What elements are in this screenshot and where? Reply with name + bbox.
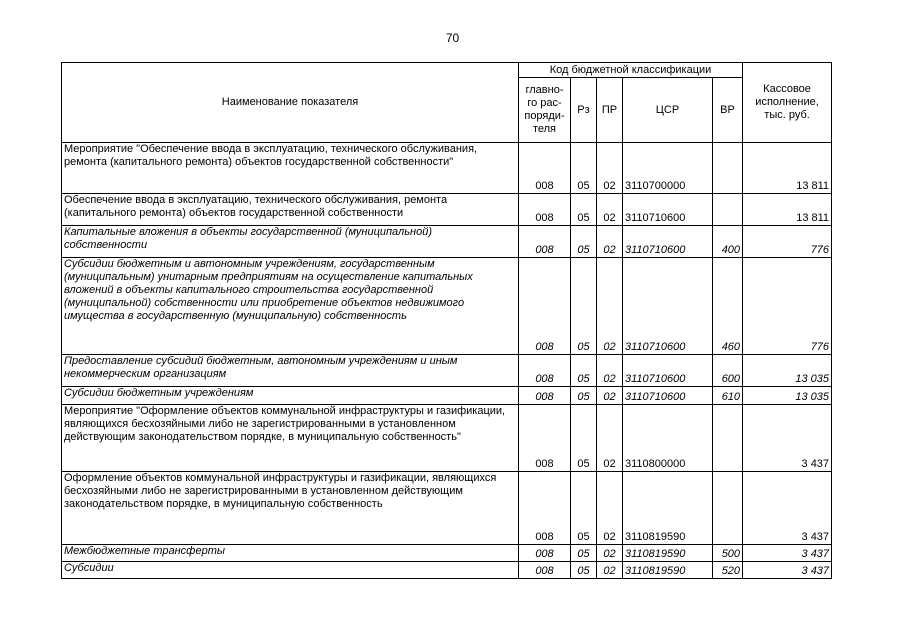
row-grbs: 008 [519,405,571,472]
row-csr: 3110819590 [623,562,713,579]
row-vr: 400 [713,226,743,258]
row-pr: 02 [597,226,623,258]
row-name: Мероприятие "Обеспечение ввода в эксплуатацию, технического обслуживания, ремонта (капитального ремонта) объектов государственной собственности" [62,143,519,194]
row-grbs: 008 [519,562,571,579]
row-name: Субсидии бюджетным и автономным учреждениям, государственным (муниципальным) унитарным предприятиям на осуществление капитальных вложений в объекты капитального строительства государственной (муниципальной) собственности или приобретение объектов недвижимого имущества в государственную (муниципальную) собственность [62,258,519,355]
row-csr: 3110710600 [623,258,713,355]
header-amount: Кассовое исполнение, тыс. руб. [743,63,832,143]
page-number: 70 [445,31,460,45]
row-name: Капитальные вложения в объекты государственной (муниципальной) собственности [62,226,519,258]
table-row [62,355,832,387]
row-rz: 05 [571,143,597,194]
table-row [62,258,832,355]
row-grbs: 008 [519,387,571,405]
row-pr: 02 [597,472,623,545]
row-rz: 05 [571,387,597,405]
header-pr: ПР [597,78,623,143]
row-vr [713,143,743,194]
row-pr: 02 [597,387,623,405]
row-grbs: 008 [519,545,571,562]
row-vr: 460 [713,258,743,355]
row-name: Мероприятие "Оформление объектов коммунальной инфраструктуры и газификации, являющихся бесхозяйными либо не зарегистрированными в установленном действующим законодательством порядке, в муниципальную собственность" [62,405,519,472]
row-pr: 02 [597,258,623,355]
row-pr: 02 [597,355,623,387]
header-csr: ЦСР [623,78,713,143]
table-row [62,226,832,258]
header-vr: ВР [713,78,743,143]
table-row [62,194,832,226]
row-pr: 02 [597,143,623,194]
row-pr: 02 [597,562,623,579]
row-vr [713,405,743,472]
row-csr: 3110710600 [623,226,713,258]
header-code-group: Код бюджетной классификации [519,63,743,78]
row-pr: 02 [597,194,623,226]
row-rz: 05 [571,258,597,355]
row-amount: 3 437 [743,405,832,472]
row-vr: 520 [713,562,743,579]
row-csr: 3110819590 [623,545,713,562]
row-name: Субсидии бюджетным учреждениям [62,387,519,405]
header-rz: Рз [571,78,597,143]
row-amount: 13 811 [743,143,832,194]
row-pr: 02 [597,405,623,472]
row-grbs: 008 [519,355,571,387]
table-body [62,143,832,579]
row-name: Межбюджетные трансферты [62,545,519,562]
row-grbs: 008 [519,258,571,355]
row-amount: 13 035 [743,387,832,405]
row-amount: 3 437 [743,545,832,562]
row-rz: 05 [571,405,597,472]
row-rz: 05 [571,562,597,579]
row-rz: 05 [571,545,597,562]
row-name: Субсидии [62,562,519,579]
row-vr [713,472,743,545]
table-row [62,387,832,405]
row-vr: 600 [713,355,743,387]
row-pr: 02 [597,545,623,562]
table-row [62,545,832,562]
row-name: Предоставление субсидий бюджетным, автономным учреждениям и иным некоммерческим организациям [62,355,519,387]
row-name: Обеспечение ввода в эксплуатацию, технического обслуживания, ремонта (капитального ремонта) объектов государственной собственности [62,194,519,226]
table-row [62,472,832,545]
row-vr: 500 [713,545,743,562]
row-vr [713,194,743,226]
row-vr: 610 [713,387,743,405]
table-row [62,562,832,579]
row-amount: 776 [743,226,832,258]
budget-table [61,62,832,579]
row-rz: 05 [571,355,597,387]
row-amount: 13 035 [743,355,832,387]
row-csr: 3110710600 [623,355,713,387]
row-csr: 3110819590 [623,472,713,545]
table-row [62,405,832,472]
row-csr: 3110800000 [623,405,713,472]
row-rz: 05 [571,472,597,545]
row-grbs: 008 [519,194,571,226]
row-csr: 3110700000 [623,143,713,194]
row-grbs: 008 [519,472,571,545]
row-rz: 05 [571,194,597,226]
row-name: Оформление объектов коммунальной инфраструктуры и газификации, являющихся бесхозяйными либо не зарегистрированными в установленном действующим законодательством порядке, в муниципальную собственность [62,472,519,545]
row-rz: 05 [571,226,597,258]
row-amount: 3 437 [743,472,832,545]
header-grbs: главно-го рас-поряди-теля [519,78,571,143]
row-grbs: 008 [519,226,571,258]
table-row [62,143,832,194]
row-csr: 3110710600 [623,194,713,226]
row-amount: 3 437 [743,562,832,579]
row-grbs: 008 [519,143,571,194]
row-csr: 3110710600 [623,387,713,405]
row-amount: 13 811 [743,194,832,226]
header-name: Наименование показателя [62,63,519,143]
row-amount: 776 [743,258,832,355]
